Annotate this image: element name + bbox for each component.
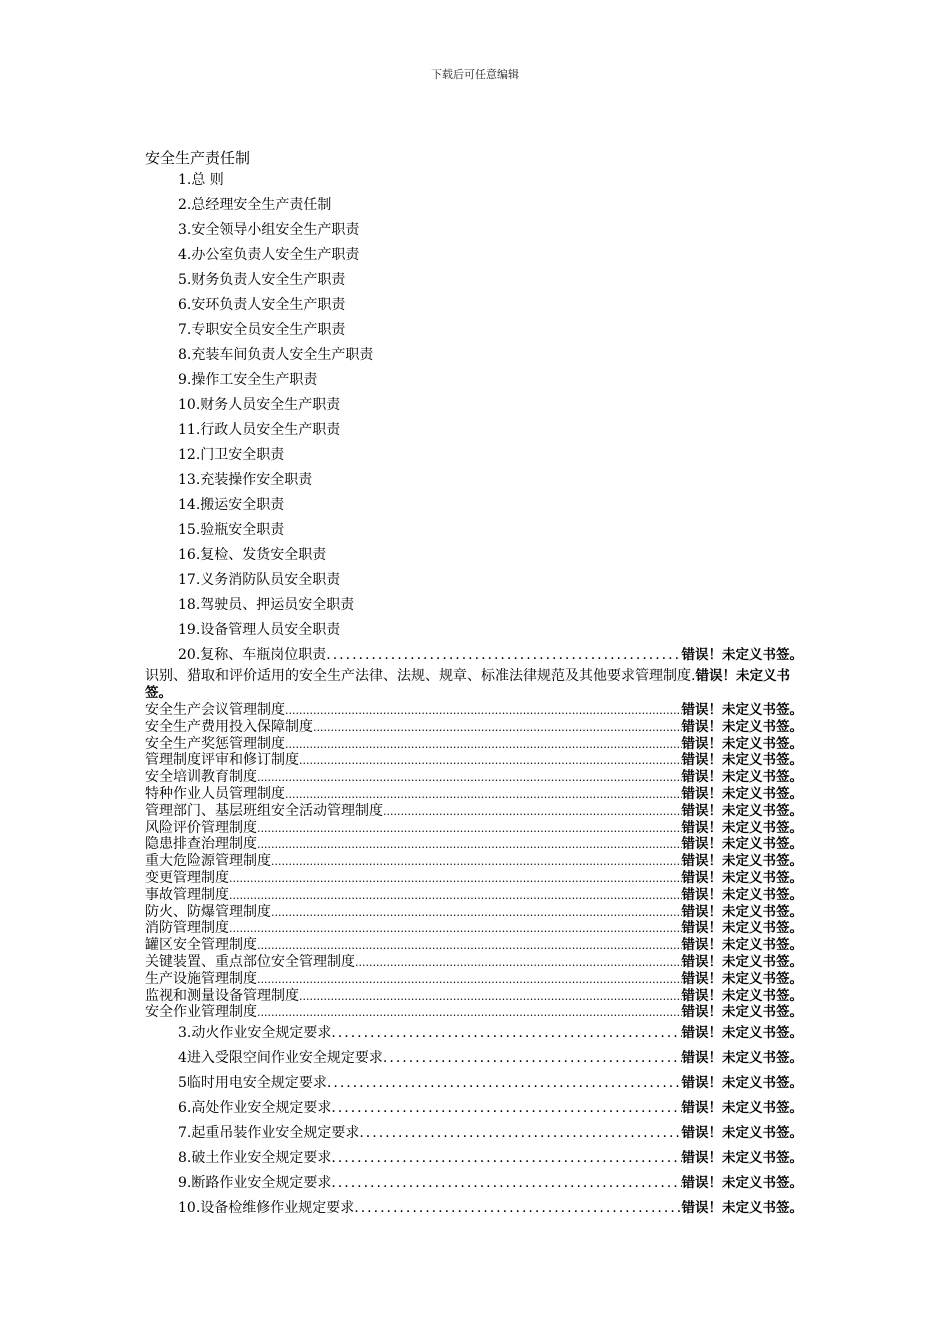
page-header: 下载后可任意编辑	[431, 68, 519, 81]
toc-entry[interactable]	[145, 1196, 803, 1221]
toc-entry[interactable]: 12.门卫安全职责	[178, 447, 285, 463]
toc-leader-dots	[326, 643, 681, 668]
toc-leader-dots	[257, 972, 682, 989]
toc-error-ref: 错误！未定义书签。	[681, 702, 803, 718]
toc-leader-dots	[299, 753, 682, 770]
toc-entry[interactable]	[145, 920, 803, 937]
toc-error-ref: 错误！未定义书签。	[681, 1075, 803, 1092]
toc-entry[interactable]: 16.复检、发货安全职责	[178, 547, 327, 563]
toc-title: 安全生产责任制	[145, 149, 251, 167]
toc-entry[interactable]	[145, 1046, 803, 1071]
toc-error-ref: 错误！未定义书签。	[681, 718, 803, 735]
toc-error-ref: 错误！未定义书签。	[681, 937, 803, 954]
toc-error-ref: 错误！未定义书签。	[145, 668, 790, 701]
toc-entry[interactable]	[145, 971, 803, 988]
toc-entry-label: 5临时用电安全规定要求	[178, 1075, 327, 1092]
toc-entry-label: 管理部门、基层班组安全活动管理制度	[145, 802, 383, 819]
toc-leader-dots	[354, 1196, 681, 1221]
toc-error-ref: 错误！未定义书签。	[681, 752, 803, 769]
toc-entry[interactable]	[145, 1171, 803, 1196]
toc-error-ref: 错误！未定义书签。	[681, 1175, 803, 1192]
toc-entry[interactable]	[145, 736, 803, 753]
toc-leader-dots	[271, 854, 682, 871]
toc-error-ref: 错误！未定义书签。	[681, 869, 803, 886]
toc-entry[interactable]: 10.财务人员安全生产职责	[178, 397, 341, 413]
work-safety-list	[145, 1021, 803, 1221]
toc-error-ref: 错误！未定义书签。	[681, 1100, 803, 1117]
toc-leader-dots	[331, 1146, 681, 1171]
toc-error-ref: 错误！未定义书签。	[681, 769, 803, 786]
toc-leader-dots	[331, 1021, 681, 1046]
toc-entry-label: 安全作业管理制度	[145, 1004, 257, 1021]
toc-entry[interactable]: 1.总 则	[178, 172, 224, 188]
toc-leader-dots	[285, 737, 682, 754]
toc-error-ref: 错误！未定义书签。	[681, 1125, 803, 1142]
toc-entry-label: 10.设备检维修作业规定要求	[178, 1200, 355, 1217]
toc-leader-dots	[271, 905, 682, 922]
toc-entry-label: 安全培训教育制度	[145, 769, 257, 786]
toc-leader-dots	[229, 888, 682, 905]
toc-entry[interactable]: 11.行政人员安全生产职责	[178, 422, 341, 438]
toc-leader-dots	[299, 989, 682, 1006]
toc-entry[interactable]: 6.安环负责人安全生产职责	[178, 297, 346, 313]
toc-error-ref: 错误！未定义书签。	[681, 886, 803, 903]
toc-entry-label: 变更管理制度	[145, 869, 229, 886]
toc-entry-label: 7.起重吊装作业安全规定要求	[178, 1125, 360, 1142]
toc-entry[interactable]	[145, 1071, 803, 1096]
toc-entry[interactable]: 4.办公室负责人安全生产职责	[178, 247, 360, 263]
toc-error-ref: 错误！未定义书签。	[681, 1200, 803, 1217]
toc-entry-label: 罐区安全管理制度	[145, 937, 257, 954]
toc-leader-dots	[327, 1071, 682, 1096]
toc-entry[interactable]	[145, 803, 803, 820]
toc-entry-label: 风险评价管理制度	[145, 819, 257, 836]
toc-entry[interactable]	[145, 836, 803, 853]
management-system-list	[145, 702, 803, 1021]
toc-leader-dots	[257, 938, 682, 955]
toc-entry[interactable]	[145, 887, 803, 904]
toc-error-ref: 错误！未定义书签。	[681, 987, 803, 1004]
toc-entry-label: 管理制度评审和修订制度	[145, 752, 299, 769]
toc-leader-dots	[331, 1096, 681, 1121]
toc-leader-dots	[229, 871, 682, 888]
toc-entry-label: 4进入受限空间作业安全规定要求	[178, 1050, 383, 1067]
toc-entry[interactable]	[145, 702, 803, 719]
toc-leader-dots	[229, 921, 682, 938]
toc-entry-label: 关键装置、重点部位安全管理制度	[145, 953, 355, 970]
table-of-contents	[145, 148, 803, 1221]
toc-entry[interactable]	[145, 786, 803, 803]
toc-entry[interactable]	[145, 904, 803, 921]
toc-error-ref: 错误！未定义书签。	[681, 903, 803, 920]
toc-entry-label: 9.断路作业安全规定要求	[178, 1175, 332, 1192]
toc-entry[interactable]: 19.设备管理人员安全职责	[178, 622, 341, 638]
toc-entry[interactable]: 3.安全领导小组安全生产职责	[178, 222, 360, 238]
toc-entry[interactable]	[145, 820, 803, 837]
toc-entry-label: 重大危险源管理制度	[145, 853, 271, 870]
toc-error-ref: 错误！未定义书签。	[681, 802, 803, 819]
toc-entry[interactable]: 17.义务消防队员安全职责	[178, 572, 341, 588]
toc-error-ref: 错误！未定义书签。	[681, 735, 803, 752]
toc-entry-label: 识别、猎取和评价适用的安全生产法律、法规、规章、标准法律规范及其他要求管理制度.	[145, 668, 696, 684]
toc-leader-dots	[331, 1171, 681, 1196]
toc-entry[interactable]	[145, 1004, 803, 1021]
toc-entry-label: 20.复称、车瓶岗位职责	[178, 647, 327, 663]
toc-entry[interactable]	[145, 643, 803, 668]
toc-leader-dots	[285, 703, 682, 720]
toc-entry[interactable]	[145, 769, 803, 786]
toc-entry[interactable]	[145, 1121, 803, 1146]
toc-entry[interactable]	[145, 870, 803, 887]
toc-entry[interactable]: 14.搬运安全职责	[178, 497, 285, 513]
toc-leader-dots	[257, 770, 682, 787]
toc-entry[interactable]: 18.驾驶员、押运员安全职责	[178, 597, 355, 613]
toc-entry[interactable]	[145, 1021, 803, 1046]
toc-entry-label: 安全生产奖惩管理制度	[145, 735, 285, 752]
toc-entry[interactable]: 9.操作工安全生产职责	[178, 372, 318, 388]
toc-leader-dots	[257, 821, 682, 838]
toc-error-ref: 错误！未定义书签。	[681, 1004, 803, 1021]
toc-entry[interactable]: 2.总经理安全生产责任制	[178, 197, 332, 213]
toc-error-ref: 错误！未定义书签。	[681, 970, 803, 987]
toc-entry[interactable]: 7.专职安全员安全生产职责	[178, 322, 346, 338]
toc-leader-dots	[257, 837, 682, 854]
toc-entry[interactable]	[145, 937, 803, 954]
toc-entry-label: 3.动火作业安全规定要求	[178, 1025, 332, 1042]
responsibility-list	[145, 168, 803, 643]
toc-entry[interactable]: 8.充装车间负责人安全生产职责	[178, 347, 374, 363]
toc-entry-label: 隐患排查治理制度	[145, 836, 257, 853]
toc-leader-dots	[313, 720, 682, 737]
toc-entry[interactable]	[145, 954, 803, 971]
toc-leader-dots	[257, 1005, 682, 1022]
toc-entry-label: 特种作业人员管理制度	[145, 785, 285, 802]
toc-error-ref: 错误！未定义书签。	[681, 953, 803, 970]
toc-entry-label: 6.高处作业安全规定要求	[178, 1100, 332, 1117]
toc-leader-dots	[355, 955, 682, 972]
toc-error-ref: 错误！未定义书签。	[681, 647, 803, 663]
toc-entry[interactable]: 15.验瓶安全职责	[178, 522, 285, 538]
toc-entry[interactable]	[145, 853, 803, 870]
toc-entry[interactable]: 13.充装操作安全职责	[178, 472, 313, 488]
toc-error-ref: 错误！未定义书签。	[681, 920, 803, 937]
toc-entry-label: 事故管理制度	[145, 886, 229, 903]
toc-leader-dots	[359, 1121, 681, 1146]
toc-entry-label: 消防管理制度	[145, 920, 229, 937]
toc-entry[interactable]	[145, 719, 803, 736]
toc-entry-long[interactable]	[145, 668, 803, 702]
toc-entry[interactable]: 5.财务负责人安全生产职责	[178, 272, 346, 288]
toc-leader-dots	[383, 804, 682, 821]
toc-error-ref: 错误！未定义书签。	[681, 785, 803, 802]
toc-entry-label: 安全生产会议管理制度	[145, 702, 285, 718]
toc-entry-label: 监视和测量设备管理制度	[145, 987, 299, 1004]
toc-leader-dots	[285, 787, 682, 804]
toc-entry-label: 安全生产费用投入保障制度	[145, 718, 313, 735]
toc-entry[interactable]	[145, 1146, 803, 1171]
toc-entry-label: 生产设施管理制度	[145, 970, 257, 987]
toc-error-ref: 错误！未定义书签。	[681, 819, 803, 836]
toc-error-ref: 错误！未定义书签。	[681, 1050, 803, 1067]
toc-error-ref: 错误！未定义书签。	[681, 1025, 803, 1042]
toc-error-ref: 错误！未定义书签。	[681, 836, 803, 853]
toc-entry-label: 8.破土作业安全规定要求	[178, 1150, 332, 1167]
toc-entry[interactable]	[145, 752, 803, 769]
toc-entry[interactable]	[145, 1096, 803, 1121]
toc-leader-dots	[383, 1046, 682, 1071]
toc-entry[interactable]	[145, 988, 803, 1005]
toc-error-ref: 错误！未定义书签。	[681, 1150, 803, 1167]
toc-error-ref: 错误！未定义书签。	[681, 853, 803, 870]
toc-entry-label: 防火、防爆管理制度	[145, 903, 271, 920]
